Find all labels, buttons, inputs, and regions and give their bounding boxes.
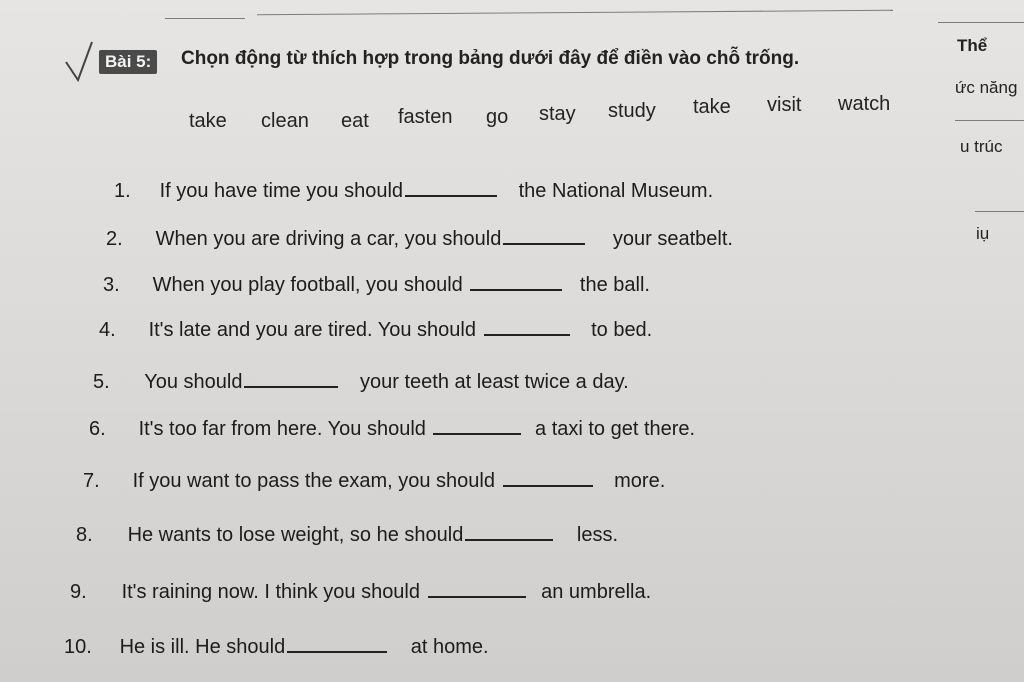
word-bank-item: take — [189, 110, 227, 132]
question-number: 7. — [83, 470, 100, 492]
question-number: 10. — [64, 636, 92, 658]
right-column-rule — [938, 22, 1024, 23]
answer-blank[interactable] — [244, 368, 338, 388]
question-text-before: It's raining now. I think you should — [121, 581, 420, 603]
exercise-instruction: Chọn động từ thích hợp trong bảng dưới đây để điền vào chỗ trống. — [181, 48, 800, 69]
word-bank-item: take — [693, 96, 731, 118]
question-item — [103, 271, 650, 297]
word-bank-item: eat — [341, 110, 369, 132]
word-bank-item: clean — [261, 110, 309, 132]
question-number: 6. — [89, 418, 106, 440]
pen-mark-icon — [64, 40, 94, 82]
answer-blank[interactable] — [428, 578, 526, 598]
question-item — [93, 368, 629, 394]
question-text-before: It's late and you are tired. You should — [148, 319, 476, 341]
question-text-after: less. — [576, 524, 619, 546]
question-text-before: When you are driving a car, you should — [155, 228, 502, 250]
question-number: 1. — [114, 180, 131, 202]
question-text-before: He wants to lose weight, so he should — [127, 524, 464, 546]
answer-blank[interactable] — [433, 415, 521, 435]
question-item — [99, 316, 652, 342]
question-item — [83, 467, 665, 493]
question-text-before: He is ill. He should — [119, 636, 286, 658]
answer-blank[interactable] — [503, 467, 593, 487]
right-column-rule — [955, 120, 1024, 121]
word-bank-item: watch — [838, 93, 891, 115]
question-number: 8. — [76, 524, 93, 546]
side-fragment: ức năng — [955, 78, 1018, 97]
question-number: 4. — [99, 319, 116, 341]
question-item — [70, 578, 651, 604]
question-number: 5. — [93, 371, 110, 393]
question-number: 3. — [103, 274, 120, 296]
right-column-rule — [975, 211, 1024, 212]
question-text-after: to bed. — [591, 319, 653, 341]
question-item — [89, 415, 695, 441]
word-bank-item: stay — [539, 103, 576, 125]
question-text-after: your seatbelt. — [612, 228, 733, 250]
top-rule-long — [257, 10, 893, 15]
question-item — [114, 177, 713, 203]
top-rule-short — [165, 18, 245, 19]
question-item — [64, 633, 489, 659]
side-fragment: Thể — [957, 36, 988, 55]
answer-blank[interactable] — [465, 521, 553, 541]
side-fragment: u trúc — [960, 137, 1003, 156]
word-bank-item: visit — [767, 94, 802, 116]
question-text-before: If you want to pass the exam, you should — [132, 470, 495, 492]
question-text-before: You should — [144, 371, 243, 393]
question-item — [106, 225, 733, 251]
question-text-before: It's too far from here. You should — [138, 418, 426, 440]
question-text-before: If you have time you should — [159, 180, 404, 202]
answer-blank[interactable] — [484, 316, 570, 336]
question-text-after: the ball. — [579, 274, 650, 296]
word-bank-item: study — [608, 100, 656, 122]
question-text-after: the National Museum. — [518, 180, 714, 202]
word-bank-item: go — [486, 106, 509, 128]
answer-blank[interactable] — [503, 225, 585, 245]
question-number: 2. — [106, 228, 123, 250]
question-text-after: a taxi to get there. — [535, 418, 696, 440]
question-item — [76, 521, 618, 547]
answer-blank[interactable] — [405, 177, 497, 197]
question-text-before: When you play football, you should — [152, 274, 463, 296]
question-text-after: at home. — [410, 636, 489, 658]
question-text-after: more. — [614, 470, 666, 492]
side-fragment: iụ — [976, 224, 990, 243]
question-text-after: an umbrella. — [541, 581, 652, 603]
answer-blank[interactable] — [287, 633, 387, 653]
question-number: 9. — [70, 581, 87, 603]
answer-blank[interactable] — [470, 271, 562, 291]
question-text-after: your teeth at least twice a day. — [360, 371, 629, 393]
exercise-badge: Bài 5: — [99, 50, 157, 74]
word-bank-item: fasten — [398, 106, 453, 128]
